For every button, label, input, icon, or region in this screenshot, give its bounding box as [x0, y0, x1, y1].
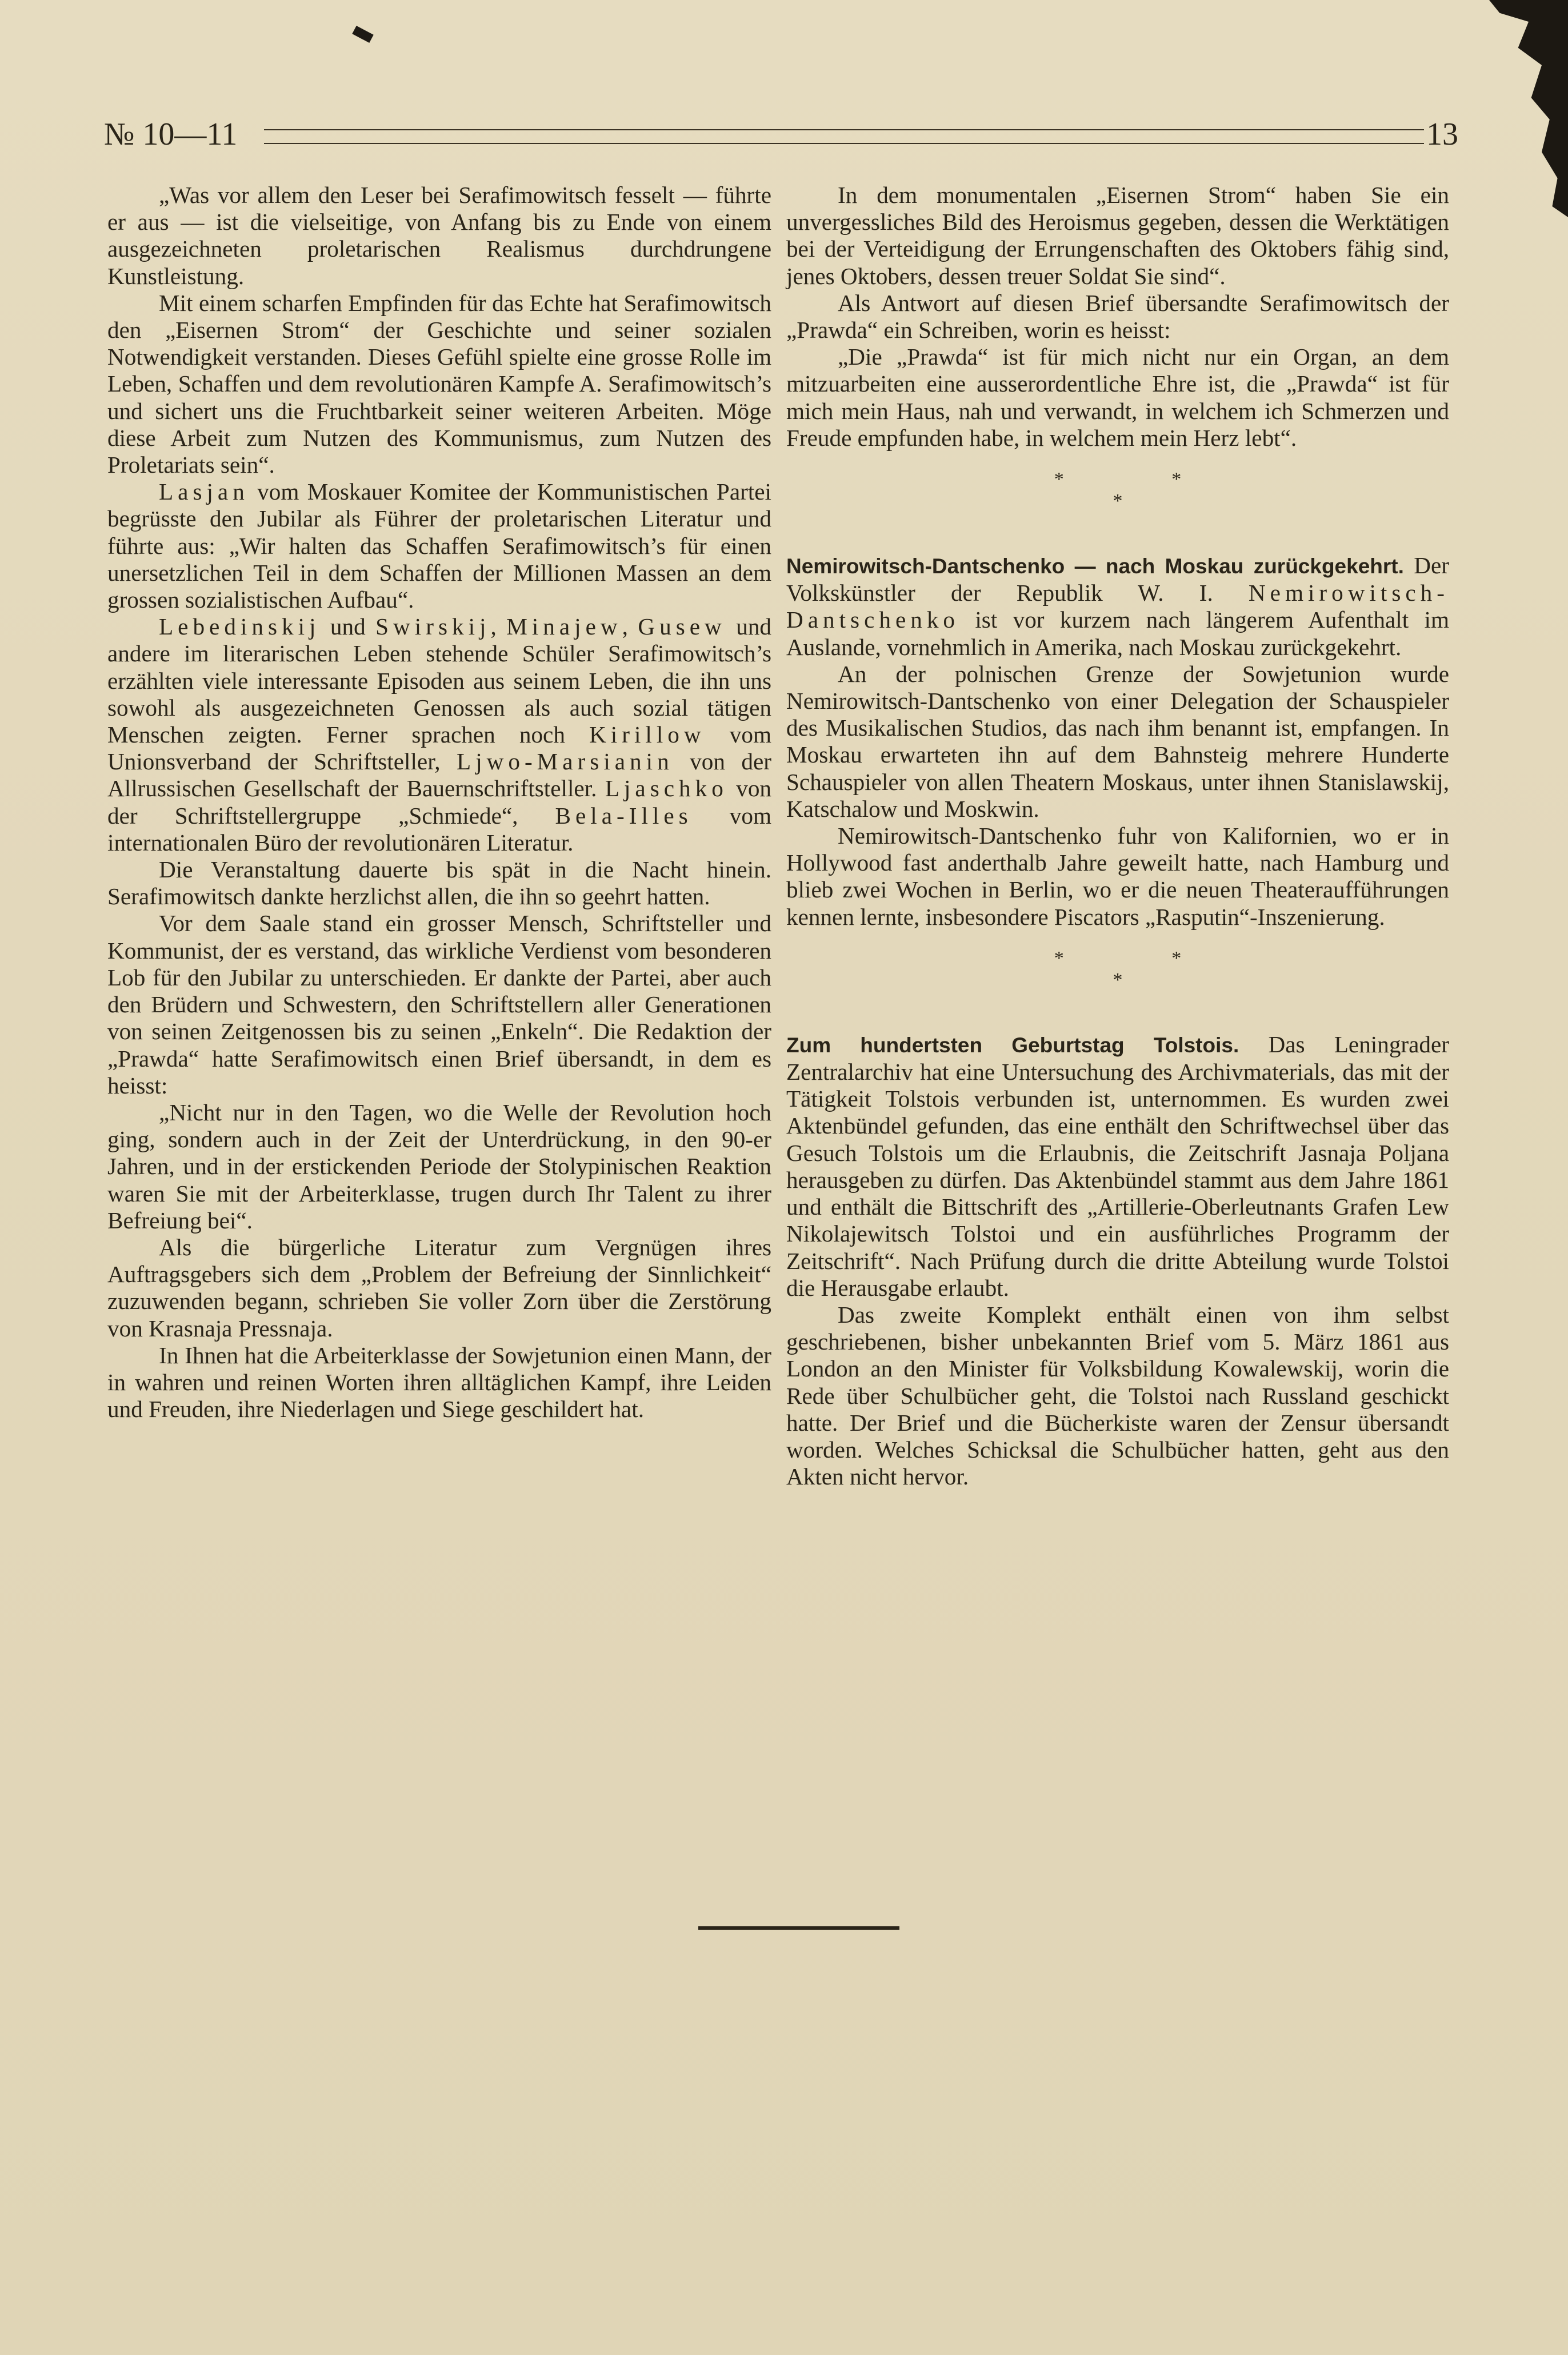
paragraph-text: und andere im literarischen Leben stehende Schüler Serafimowitsch’s erzählten viele interessante Episoden aus seinem Leben, die ihn uns sowohl als ausgezeichneten Genossen als auch sozial tätigen Menschen zeigten. Ferner sprachen noch: [107, 613, 772, 748]
separator-stars-bottom: *: [1113, 969, 1123, 991]
person-name: Gusew: [638, 613, 726, 640]
paragraph: [107, 613, 771, 856]
paragraph: An der polnischen Grenze der Sowjetunion wurde Nemirowitsch-Dantschenko von einer Delegation der Schauspieler des Musikalischen Studios, das nach ihm benannt ist, empfangen. In Moskau erwarteten ihn auf dem Bahnsteig mehrere Hunderte Schauspieler von allen Theatern Moskaus, unter ihnen Stanislawskij, Katschalow und Moskwin.: [786, 660, 1449, 822]
paragraph: „Nicht nur in den Tagen, wo die Welle der Revolution hoch ging, sondern auch in der Zeit der Unterdrückung, in den 90-er Jahren, und in der erstickenden Periode der Stolypinischen Reaktion waren Sie mit der Arbeiterklasse, trugen durch Ihr Talent zu ihrer Befreiung bei“.: [107, 1099, 771, 1234]
article-headline: Zum hundertsten Geburtstag Tolstois.: [786, 1033, 1239, 1057]
paragraph: Das zweite Komplekt enthält einen von ihm selbst geschriebenen, bisher unbekannten Brief vom 5. März 1861 aus London an den Minister für Volksbildung Kowalewskij, worin die Rede über Schulbücher geht, die Tolstoi nach Russland geschickt hatte. Der Brief und die Bücherkiste waren der Zensur übersandt worden. Welches Schicksal die Schulbücher hatten, geht aus den Akten nicht hervor.: [786, 1301, 1449, 1490]
paragraph-text: und: [320, 613, 376, 640]
header-rule: [264, 129, 1424, 144]
separator-stars-top: * *: [1054, 947, 1233, 969]
end-rule: [698, 1926, 899, 1930]
paragraph: „Was vor allem den Leser bei Serafimowitsch fesselt — führte er aus — ist die vielseitige, von Anfang bis zu Ende von einem ausgezeichneten proletarischen Realismus durchdrungene Kunstleistung.: [107, 182, 771, 289]
issue-number: № 10—11: [104, 117, 238, 152]
paragraph-text: von der Allrussischen Gesellschaft der Bauernschriftsteller.: [107, 748, 772, 802]
paragraph: Vor dem Saale stand ein grosser Mensch, Schriftsteller und Kommunist, der es verstand, das wirkliche Verdienst vom besonderen Lob für den Jubilar zu unterschieden. Er dankte der Partei, aber auch den Brüdern und Schwestern, den Schriftstellern aller Generationen von seinen Zeitgenossen bis zu seinen „Enkeln“. Die Redaktion der „Prawda“ hatte Serafimowitsch einen Brief übersandt, in dem es heisst:: [107, 910, 771, 1099]
left-column: [107, 182, 771, 1423]
paragraph-text: vom Unionsverband der Schriftsteller,: [107, 721, 771, 775]
paragraph-text: Der Volkskünstler der Republik W. I.: [786, 552, 1449, 606]
paragraph: [107, 478, 771, 613]
person-name: Bela-Illes: [555, 802, 693, 829]
section-separator: [786, 469, 1449, 512]
paragraph-text: ,: [622, 613, 638, 640]
page-number: 13: [1426, 117, 1458, 152]
person-name: Swirskij: [375, 613, 491, 640]
paragraph: Als Antwort auf diesen Brief übersandte Serafimowitsch der „Prawda“ ein Schreiben, worin es heisst:: [786, 289, 1449, 344]
article-nemirowitsch: [786, 552, 1449, 661]
paragraph: In Ihnen hat die Arbeiterklasse der Sowjetunion einen Mann, der in wahren und reinen Worten ihren alltäglichen Kampf, ihre Leiden und Freuden, ihre Niederlagen und Siege geschildert hat.: [107, 1342, 771, 1423]
separator-stars-bottom: *: [1113, 490, 1123, 512]
page-header: [104, 114, 1458, 160]
paragraph: In dem monumentalen „Eisernen Strom“ haben Sie ein unvergessliches Bild des Heroismus gegeben, dessen die Werktätigen bei der Verteidigung der Errungenschaften des Oktobers fähig sind, jenes Oktobers, dessen treuer Soldat Sie sind“.: [786, 182, 1449, 289]
person-name: Ljwo-Marsianin: [457, 748, 674, 775]
person-name: Ljaschko: [605, 775, 728, 802]
paragraph: Mit einem scharfen Empfinden für das Echte hat Serafimowitsch den „Eisernen Strom“ der Geschichte und seiner sozialen Notwendigkeit verstanden. Dieses Gefühl spielte eine grosse Rolle im Leben, Schaffen und dem revolutionären Kampfe A. Serafimowitsch’s und sichert uns die Fruchtbarkeit seiner weiteren Arbeiten. Möge diese Arbeit zum Nutzen des Kommunismus, zum Nutzen des Proletariats sein“.: [107, 289, 771, 478]
article-headline: Nemirowitsch-Dantschenko — nach Moskau zurückgekehrt.: [786, 554, 1404, 578]
paragraph-text: ,: [490, 613, 507, 640]
person-name: Lebedinskij: [159, 613, 321, 640]
paragraph-text: vom internationalen Büro der revolutionären Literatur.: [107, 802, 771, 856]
section-separator: [786, 948, 1449, 991]
paragraph: Als die bürgerliche Literatur zum Vergnügen ihres Auftragsgebers sich dem „Problem der Befreiung der Sinnlichkeit“ zuzuwenden begann, schrieben Sie voller Zorn über die Zerstörung von Krasnaja Pressnaja.: [107, 1234, 771, 1342]
paragraph-text: vom Moskauer Komitee der Kommunistischen Partei begrüsste den Jubilar als Führer der proletarischen Literatur und führte aus: „Wir halten das Schaffen Serafimowitsch’s für einen unersetzlichen Teil in dem Schaffen der Millionen Massen an dem grossen sozialistischen Aufbau“.: [107, 478, 771, 613]
right-column: [786, 182, 1449, 1490]
torn-page-corner: [1437, 0, 1568, 217]
separator-stars-top: * *: [1054, 469, 1233, 490]
paragraph: „Die „Prawda“ ist für mich nicht nur ein Organ, an dem mitzuarbeiten eine ausserordentliche Ehre ist, die „Prawda“ ist für mich mein Haus, nah und verwandt, in welchem ich Schmerzen und Freude empfunden habe, in welchem mein Herz lebt“.: [786, 344, 1449, 451]
person-name: Lasjan: [159, 478, 249, 505]
person-name: Kirillow: [589, 721, 706, 748]
article-tolstoi: [786, 1031, 1449, 1302]
person-name: Minajew: [506, 613, 622, 640]
person-name: Nemirowitsch-Dantschenko: [786, 580, 1449, 633]
paragraph: Nemirowitsch-Dantschenko fuhr von Kalifornien, wo er in Hollywood fast anderthalb Jahre geweilt hatte, nach Hamburg und blieb zwei Wochen in Berlin, wo er die neuen Theateraufführungen kennen lernte, insbesondere Piscators „Rasputin“-Inszenierung.: [786, 823, 1449, 930]
paragraph: Die Veranstaltung dauerte bis spät in die Nacht hinein. Serafimowitsch dankte herzlichst allen, die ihn so geehrt hatten.: [107, 856, 771, 910]
paragraph-text: von der Schriftstellergruppe „Schmiede“,: [107, 775, 771, 829]
ink-mark: [352, 26, 374, 43]
paragraph-text: ist vor kurzem nach längerem Aufenthalt im Auslande, vornehmlich in Amerika, nach Moskau zurückgekehrt.: [786, 606, 1449, 660]
paragraph-text: Das Leningrader Zentralarchiv hat eine Untersuchung des Archivmaterials, das mit der Tätigkeit Tolstois verbunden ist, unternommen. Es wurden zwei Aktenbündel gefunden, das eine enthält den Schriftwechsel über das Gesuch Tolstois um die Erlaubnis, die Zeitschrift Jasnaja Poljana herausgeben zu dürfen. Das Aktenbündel stammt aus dem Jahre 1861 und enthält die Bittschrift des „Artillerie-Oberleutnants Grafen Lew Nikolajewitsch Tolstoi und ein ausführliches Programm der Zeitschrift“. Nach Prüfung durch die dritte Abteilung wurde Tolstoi die Herausgabe erlaubt.: [786, 1031, 1450, 1301]
